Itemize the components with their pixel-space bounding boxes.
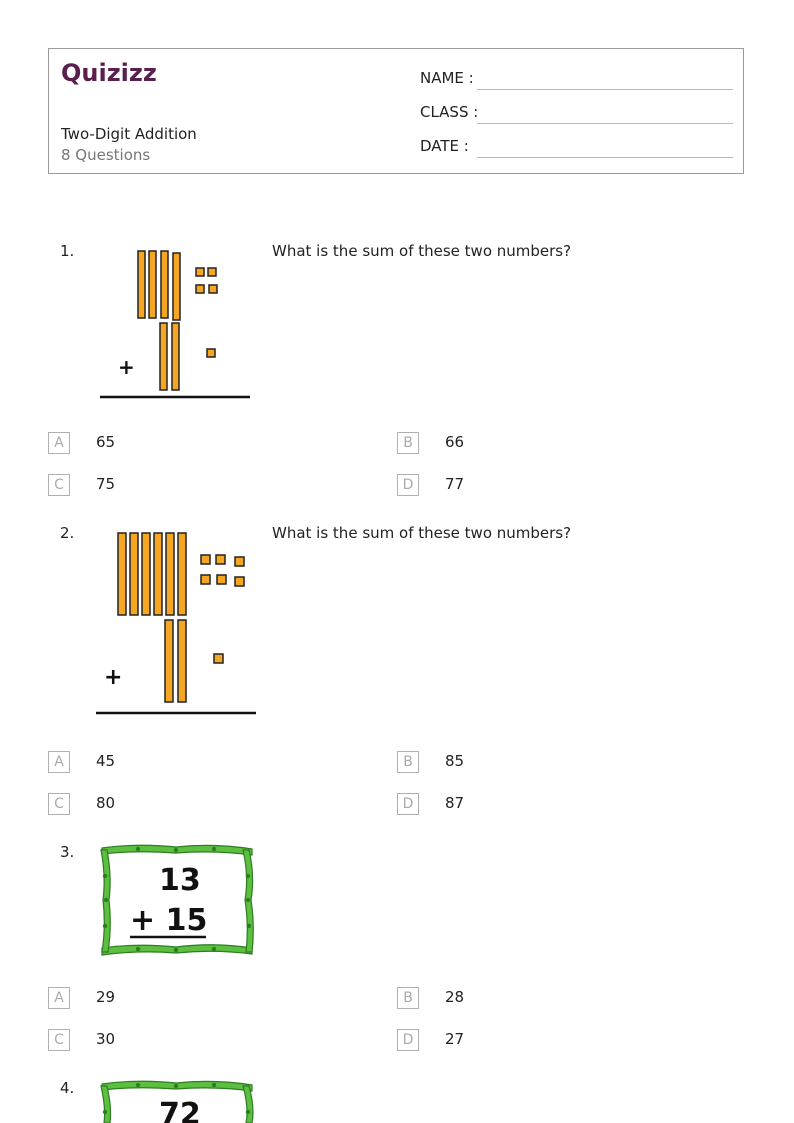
question-number: 2. [60, 524, 75, 542]
ten-rod [138, 251, 145, 318]
option-c-box[interactable]: C [48, 1029, 70, 1051]
date-field[interactable] [477, 157, 733, 158]
option-c-box[interactable]: C [48, 793, 70, 815]
option-c-text: 30 [96, 1030, 116, 1048]
worksheet-header [48, 48, 744, 174]
one-cube [217, 575, 226, 584]
bamboo-frame-figure [98, 1078, 256, 1123]
question-number: 3. [60, 843, 75, 861]
ten-rod [149, 251, 156, 318]
option-d-box[interactable]: D [397, 1029, 419, 1051]
plus-sign: + [118, 355, 135, 379]
ten-rod [178, 620, 186, 702]
question-number: 1. [60, 242, 75, 260]
option-a-box[interactable]: A [48, 432, 70, 454]
ten-rod [165, 620, 173, 702]
ten-rod [173, 253, 180, 320]
option-d-text: 87 [445, 794, 465, 812]
one-cube [196, 285, 204, 293]
one-cube [216, 555, 225, 564]
top-addend: 13 [159, 863, 201, 898]
worksheet-title: Two-Digit Addition [61, 125, 197, 143]
one-cube [208, 268, 216, 276]
option-d-text: 27 [445, 1030, 465, 1048]
ten-rod [166, 533, 174, 615]
option-a-box[interactable]: A [48, 987, 70, 1009]
bamboo-frame-figure [98, 842, 256, 960]
option-b-box[interactable]: B [397, 751, 419, 773]
option-a-text: 45 [96, 752, 116, 770]
ten-rod [130, 533, 138, 615]
top-addend: 72 [159, 1097, 201, 1123]
ten-rod [160, 323, 167, 390]
option-d-box[interactable]: D [397, 474, 419, 496]
question-text: What is the sum of these two numbers? [272, 242, 572, 260]
class-label: CLASS : [420, 103, 479, 121]
option-b-box[interactable]: B [397, 432, 419, 454]
bamboo-frame [101, 845, 253, 955]
base-ten-blocks-figure [96, 530, 258, 716]
option-b-box[interactable]: B [397, 987, 419, 1009]
one-cube [214, 654, 223, 663]
question-count: 8 Questions [61, 146, 151, 164]
name-label: NAME : [420, 69, 474, 87]
quizizz-logo [61, 59, 161, 87]
one-cube [201, 555, 210, 564]
ten-rod [161, 251, 168, 318]
question-number: 4. [60, 1079, 75, 1097]
option-a-box[interactable]: A [48, 751, 70, 773]
brand-text: Quizizz [61, 59, 157, 87]
option-b-text: 28 [445, 988, 465, 1006]
ten-rod [154, 533, 162, 615]
option-d-box[interactable]: D [397, 793, 419, 815]
class-field[interactable] [477, 123, 733, 124]
option-b-text: 85 [445, 752, 465, 770]
one-cube [201, 575, 210, 584]
option-a-text: 65 [96, 433, 116, 451]
bottom-addend: + 15 [130, 903, 208, 938]
one-cube [196, 268, 204, 276]
option-c-text: 75 [96, 475, 116, 493]
option-a-text: 29 [96, 988, 116, 1006]
date-label: DATE : [420, 137, 469, 155]
option-b-text: 66 [445, 433, 465, 451]
base-ten-blocks-figure [100, 248, 252, 400]
one-cube [207, 349, 215, 357]
ten-rod [118, 533, 126, 615]
ten-rod [142, 533, 150, 615]
one-cube [209, 285, 217, 293]
option-c-text: 80 [96, 794, 116, 812]
name-field[interactable] [477, 89, 733, 90]
option-c-box[interactable]: C [48, 474, 70, 496]
ten-rod [178, 533, 186, 615]
question-text: What is the sum of these two numbers? [272, 524, 572, 542]
plus-sign: + [104, 665, 123, 690]
one-cube [235, 577, 244, 586]
one-cube [235, 557, 244, 566]
option-d-text: 77 [445, 475, 465, 493]
ten-rod [172, 323, 179, 390]
